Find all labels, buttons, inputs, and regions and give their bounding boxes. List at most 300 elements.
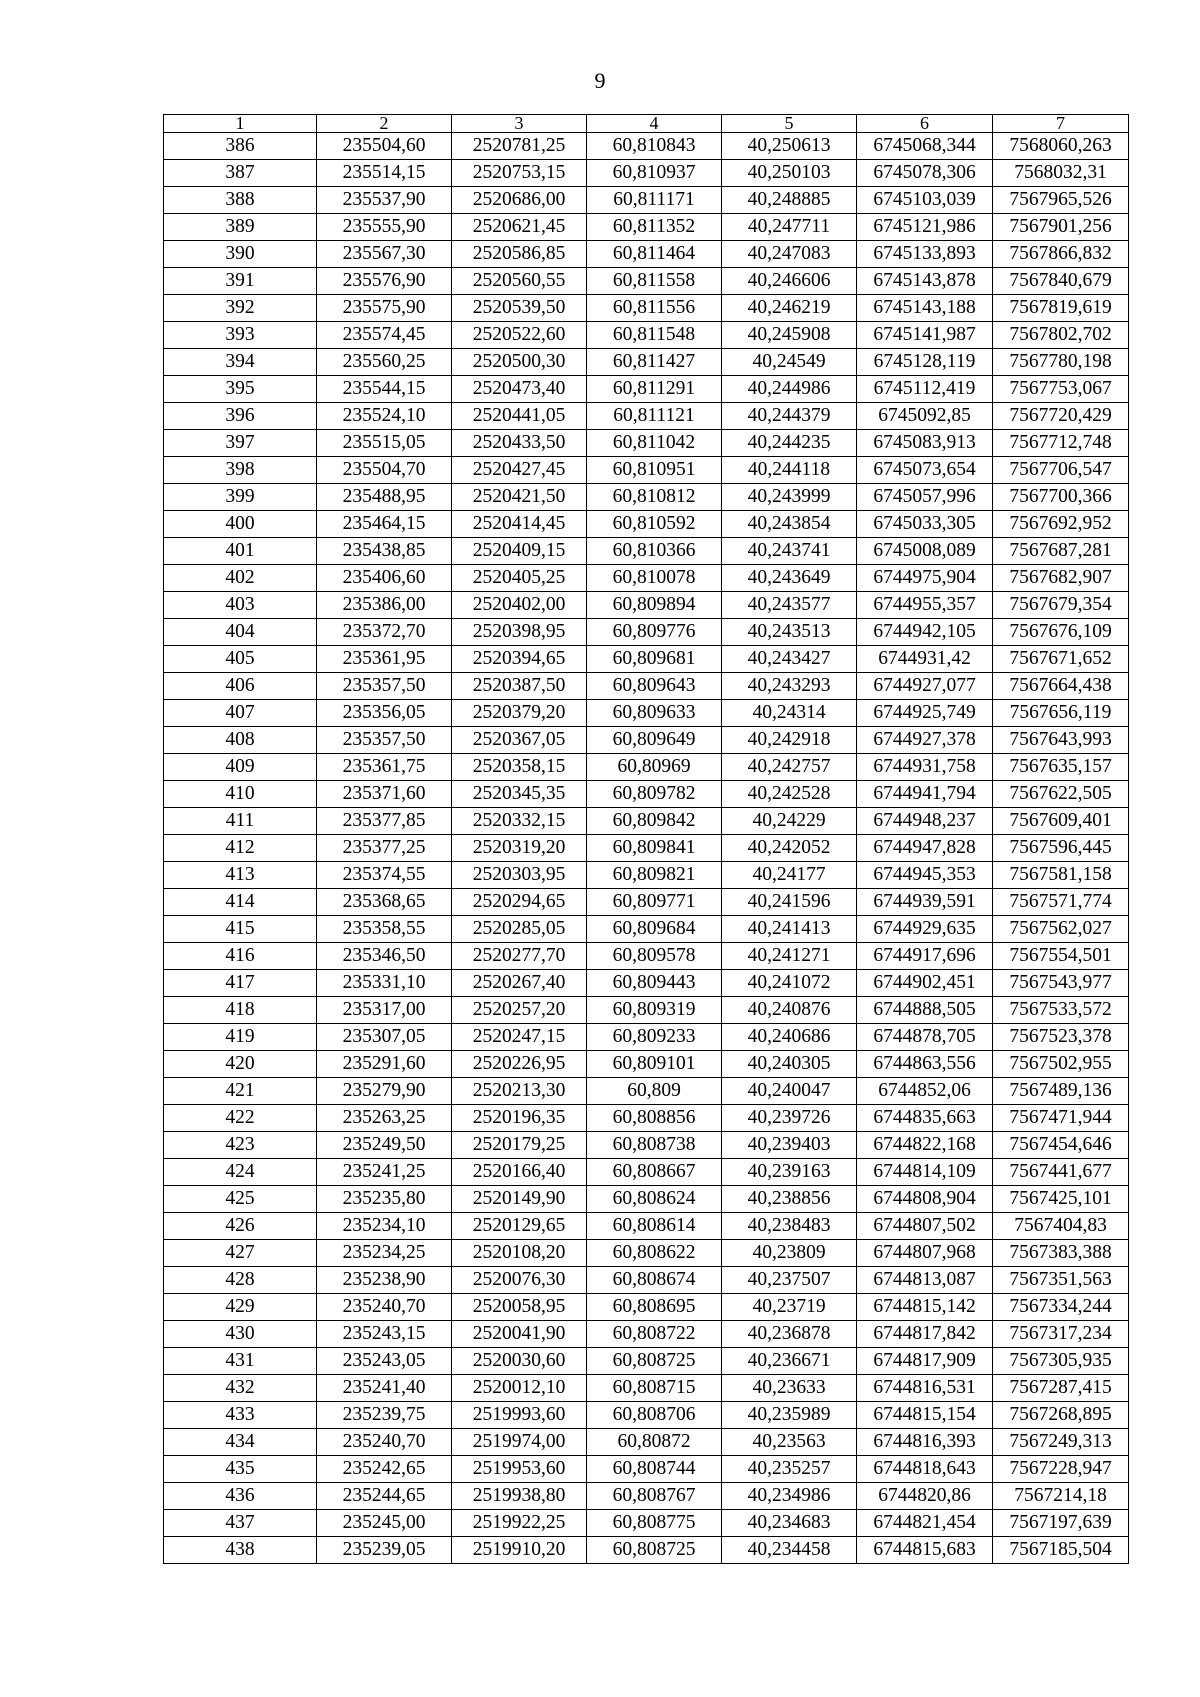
table-row xyxy=(164,511,1129,538)
latitude-cell: 60,808856 xyxy=(587,1105,722,1132)
longitude-cell: 40,23719 xyxy=(722,1294,857,1321)
x-coordinate-cell: 235361,95 xyxy=(317,646,452,673)
x-coordinate-cell: 235504,60 xyxy=(317,133,452,160)
y-coordinate-cell: 2520247,15 xyxy=(452,1024,587,1051)
longitude-cell: 40,245908 xyxy=(722,322,857,349)
longitude-cell: 40,23809 xyxy=(722,1240,857,1267)
point-number-cell: 420 xyxy=(164,1051,317,1078)
table-row xyxy=(164,295,1129,322)
latitude-cell: 60,809649 xyxy=(587,727,722,754)
table-row xyxy=(164,133,1129,160)
longitude-cell: 40,237507 xyxy=(722,1267,857,1294)
point-number-cell: 415 xyxy=(164,916,317,943)
x-coordinate-cell: 235243,15 xyxy=(317,1321,452,1348)
y-coordinate-cell: 2520522,60 xyxy=(452,322,587,349)
latitude-cell: 60,809101 xyxy=(587,1051,722,1078)
table-body xyxy=(164,133,1129,1564)
y-msk-cell: 7567965,526 xyxy=(993,187,1129,214)
point-number-cell: 406 xyxy=(164,673,317,700)
point-number-cell: 434 xyxy=(164,1429,317,1456)
latitude-cell: 60,808614 xyxy=(587,1213,722,1240)
point-number-cell: 417 xyxy=(164,970,317,997)
x-coordinate-cell: 235377,25 xyxy=(317,835,452,862)
table-row xyxy=(164,646,1129,673)
latitude-cell: 60,80969 xyxy=(587,754,722,781)
x-coordinate-cell: 235560,25 xyxy=(317,349,452,376)
point-number-cell: 392 xyxy=(164,295,317,322)
longitude-cell: 40,247083 xyxy=(722,241,857,268)
latitude-cell: 60,808622 xyxy=(587,1240,722,1267)
x-msk-cell: 6745133,893 xyxy=(857,241,993,268)
y-coordinate-cell: 2520179,25 xyxy=(452,1132,587,1159)
latitude-cell: 60,809684 xyxy=(587,916,722,943)
latitude-cell: 60,809443 xyxy=(587,970,722,997)
y-msk-cell: 7567664,438 xyxy=(993,673,1129,700)
y-msk-cell: 7567214,18 xyxy=(993,1483,1129,1510)
y-coordinate-cell: 2520294,65 xyxy=(452,889,587,916)
point-number-cell: 411 xyxy=(164,808,317,835)
x-msk-cell: 6744878,705 xyxy=(857,1024,993,1051)
x-coordinate-cell: 235239,05 xyxy=(317,1537,452,1564)
y-msk-cell: 7567249,313 xyxy=(993,1429,1129,1456)
latitude-cell: 60,80872 xyxy=(587,1429,722,1456)
latitude-cell: 60,809681 xyxy=(587,646,722,673)
latitude-cell: 60,808775 xyxy=(587,1510,722,1537)
latitude-cell: 60,808725 xyxy=(587,1348,722,1375)
x-coordinate-cell: 235356,05 xyxy=(317,700,452,727)
x-coordinate-cell: 235368,65 xyxy=(317,889,452,916)
column-header-1: 1 xyxy=(164,115,317,133)
x-msk-cell: 6744813,087 xyxy=(857,1267,993,1294)
y-msk-cell: 7567712,748 xyxy=(993,430,1129,457)
y-msk-cell: 7567901,256 xyxy=(993,214,1129,241)
point-number-cell: 419 xyxy=(164,1024,317,1051)
y-coordinate-cell: 2520387,50 xyxy=(452,673,587,700)
x-msk-cell: 6744821,454 xyxy=(857,1510,993,1537)
point-number-cell: 401 xyxy=(164,538,317,565)
point-number-cell: 390 xyxy=(164,241,317,268)
latitude-cell: 60,811558 xyxy=(587,268,722,295)
y-msk-cell: 7567609,401 xyxy=(993,808,1129,835)
point-number-cell: 438 xyxy=(164,1537,317,1564)
table-row xyxy=(164,1294,1129,1321)
table-row xyxy=(164,268,1129,295)
table-row xyxy=(164,403,1129,430)
latitude-cell: 60,810366 xyxy=(587,538,722,565)
y-msk-cell: 7567676,109 xyxy=(993,619,1129,646)
point-number-cell: 428 xyxy=(164,1267,317,1294)
y-msk-cell: 7567425,101 xyxy=(993,1186,1129,1213)
longitude-cell: 40,24314 xyxy=(722,700,857,727)
y-coordinate-cell: 2520257,20 xyxy=(452,997,587,1024)
latitude-cell: 60,809776 xyxy=(587,619,722,646)
column-header-4: 4 xyxy=(587,115,722,133)
x-msk-cell: 6744818,643 xyxy=(857,1456,993,1483)
point-number-cell: 395 xyxy=(164,376,317,403)
point-number-cell: 391 xyxy=(164,268,317,295)
y-coordinate-cell: 2520433,50 xyxy=(452,430,587,457)
y-msk-cell: 7567268,895 xyxy=(993,1402,1129,1429)
x-coordinate-cell: 235234,25 xyxy=(317,1240,452,1267)
point-number-cell: 425 xyxy=(164,1186,317,1213)
longitude-cell: 40,243577 xyxy=(722,592,857,619)
latitude-cell: 60,808695 xyxy=(587,1294,722,1321)
y-coordinate-cell: 2520196,35 xyxy=(452,1105,587,1132)
x-coordinate-cell: 235244,65 xyxy=(317,1483,452,1510)
y-coordinate-cell: 2519974,00 xyxy=(452,1429,587,1456)
longitude-cell: 40,234683 xyxy=(722,1510,857,1537)
y-coordinate-cell: 2520394,65 xyxy=(452,646,587,673)
y-coordinate-cell: 2519953,60 xyxy=(452,1456,587,1483)
longitude-cell: 40,236671 xyxy=(722,1348,857,1375)
x-msk-cell: 6745112,419 xyxy=(857,376,993,403)
table-row xyxy=(164,1402,1129,1429)
point-number-cell: 404 xyxy=(164,619,317,646)
x-coordinate-cell: 235377,85 xyxy=(317,808,452,835)
x-coordinate-cell: 235279,90 xyxy=(317,1078,452,1105)
table-row xyxy=(164,538,1129,565)
y-msk-cell: 7567596,445 xyxy=(993,835,1129,862)
x-msk-cell: 6745121,986 xyxy=(857,214,993,241)
table-header-row xyxy=(164,115,1129,133)
x-msk-cell: 6744927,077 xyxy=(857,673,993,700)
y-coordinate-cell: 2520402,00 xyxy=(452,592,587,619)
longitude-cell: 40,243741 xyxy=(722,538,857,565)
x-coordinate-cell: 235235,80 xyxy=(317,1186,452,1213)
x-coordinate-cell: 235504,70 xyxy=(317,457,452,484)
longitude-cell: 40,239403 xyxy=(722,1132,857,1159)
x-msk-cell: 6744925,749 xyxy=(857,700,993,727)
longitude-cell: 40,240876 xyxy=(722,997,857,1024)
y-coordinate-cell: 2520421,50 xyxy=(452,484,587,511)
point-number-cell: 435 xyxy=(164,1456,317,1483)
x-msk-cell: 6744929,635 xyxy=(857,916,993,943)
y-coordinate-cell: 2520398,95 xyxy=(452,619,587,646)
latitude-cell: 60,809821 xyxy=(587,862,722,889)
point-number-cell: 405 xyxy=(164,646,317,673)
x-msk-cell: 6744815,142 xyxy=(857,1294,993,1321)
x-coordinate-cell: 235406,60 xyxy=(317,565,452,592)
point-number-cell: 421 xyxy=(164,1078,317,1105)
latitude-cell: 60,810843 xyxy=(587,133,722,160)
y-msk-cell: 7567682,907 xyxy=(993,565,1129,592)
longitude-cell: 40,235989 xyxy=(722,1402,857,1429)
y-coordinate-cell: 2520277,70 xyxy=(452,943,587,970)
longitude-cell: 40,240047 xyxy=(722,1078,857,1105)
column-header-2: 2 xyxy=(317,115,452,133)
x-msk-cell: 6744947,828 xyxy=(857,835,993,862)
x-coordinate-cell: 235239,75 xyxy=(317,1402,452,1429)
longitude-cell: 40,234986 xyxy=(722,1483,857,1510)
y-msk-cell: 7567404,83 xyxy=(993,1213,1129,1240)
longitude-cell: 40,242528 xyxy=(722,781,857,808)
x-msk-cell: 6744942,105 xyxy=(857,619,993,646)
y-coordinate-cell: 2520686,00 xyxy=(452,187,587,214)
x-coordinate-cell: 235515,05 xyxy=(317,430,452,457)
x-coordinate-cell: 235317,00 xyxy=(317,997,452,1024)
latitude-cell: 60,811291 xyxy=(587,376,722,403)
y-msk-cell: 7567317,234 xyxy=(993,1321,1129,1348)
x-msk-cell: 6744927,378 xyxy=(857,727,993,754)
latitude-cell: 60,808715 xyxy=(587,1375,722,1402)
table-row xyxy=(164,1240,1129,1267)
latitude-cell: 60,808667 xyxy=(587,1159,722,1186)
longitude-cell: 40,244986 xyxy=(722,376,857,403)
point-number-cell: 412 xyxy=(164,835,317,862)
x-msk-cell: 6744975,904 xyxy=(857,565,993,592)
longitude-cell: 40,242757 xyxy=(722,754,857,781)
x-msk-cell: 6745141,987 xyxy=(857,322,993,349)
y-coordinate-cell: 2519910,20 xyxy=(452,1537,587,1564)
latitude-cell: 60,810078 xyxy=(587,565,722,592)
y-msk-cell: 7567780,198 xyxy=(993,349,1129,376)
table-row xyxy=(164,808,1129,835)
table-row xyxy=(164,160,1129,187)
x-coordinate-cell: 235358,55 xyxy=(317,916,452,943)
x-coordinate-cell: 235371,60 xyxy=(317,781,452,808)
x-coordinate-cell: 235331,10 xyxy=(317,970,452,997)
longitude-cell: 40,241413 xyxy=(722,916,857,943)
y-msk-cell: 7567656,119 xyxy=(993,700,1129,727)
x-msk-cell: 6744807,968 xyxy=(857,1240,993,1267)
x-msk-cell: 6744852,06 xyxy=(857,1078,993,1105)
y-coordinate-cell: 2520012,10 xyxy=(452,1375,587,1402)
x-coordinate-cell: 235307,05 xyxy=(317,1024,452,1051)
x-coordinate-cell: 235243,05 xyxy=(317,1348,452,1375)
y-coordinate-cell: 2520332,15 xyxy=(452,808,587,835)
table-row xyxy=(164,1429,1129,1456)
page-number: 9 xyxy=(594,68,606,93)
x-msk-cell: 6745078,306 xyxy=(857,160,993,187)
point-number-cell: 437 xyxy=(164,1510,317,1537)
y-coordinate-cell: 2520379,20 xyxy=(452,700,587,727)
point-number-cell: 403 xyxy=(164,592,317,619)
x-msk-cell: 6744945,353 xyxy=(857,862,993,889)
y-coordinate-cell: 2520319,20 xyxy=(452,835,587,862)
longitude-cell: 40,248885 xyxy=(722,187,857,214)
y-msk-cell: 7567287,415 xyxy=(993,1375,1129,1402)
x-coordinate-cell: 235374,55 xyxy=(317,862,452,889)
x-msk-cell: 6744816,531 xyxy=(857,1375,993,1402)
table-row xyxy=(164,1348,1129,1375)
table-row xyxy=(164,1105,1129,1132)
y-msk-cell: 7567753,067 xyxy=(993,376,1129,403)
x-coordinate-cell: 235263,25 xyxy=(317,1105,452,1132)
x-coordinate-cell: 235245,00 xyxy=(317,1510,452,1537)
longitude-cell: 40,241596 xyxy=(722,889,857,916)
y-coordinate-cell: 2520226,95 xyxy=(452,1051,587,1078)
table-row xyxy=(164,835,1129,862)
table-row xyxy=(164,484,1129,511)
table-row xyxy=(164,1159,1129,1186)
point-number-cell: 386 xyxy=(164,133,317,160)
latitude-cell: 60,810951 xyxy=(587,457,722,484)
y-coordinate-cell: 2520473,40 xyxy=(452,376,587,403)
latitude-cell: 60,809578 xyxy=(587,943,722,970)
latitude-cell: 60,811121 xyxy=(587,403,722,430)
y-msk-cell: 7567571,774 xyxy=(993,889,1129,916)
point-number-cell: 414 xyxy=(164,889,317,916)
y-msk-cell: 7567687,281 xyxy=(993,538,1129,565)
table-row xyxy=(164,1213,1129,1240)
table-row xyxy=(164,1132,1129,1159)
x-coordinate-cell: 235386,00 xyxy=(317,592,452,619)
table-row xyxy=(164,376,1129,403)
longitude-cell: 40,244118 xyxy=(722,457,857,484)
y-msk-cell: 7567185,504 xyxy=(993,1537,1129,1564)
table-row xyxy=(164,1186,1129,1213)
longitude-cell: 40,24549 xyxy=(722,349,857,376)
y-coordinate-cell: 2520129,65 xyxy=(452,1213,587,1240)
x-msk-cell: 6744931,42 xyxy=(857,646,993,673)
table-row xyxy=(164,889,1129,916)
x-msk-cell: 6745083,913 xyxy=(857,430,993,457)
x-coordinate-cell: 235242,65 xyxy=(317,1456,452,1483)
point-number-cell: 427 xyxy=(164,1240,317,1267)
y-coordinate-cell: 2520405,25 xyxy=(452,565,587,592)
x-msk-cell: 6745057,996 xyxy=(857,484,993,511)
point-number-cell: 389 xyxy=(164,214,317,241)
x-coordinate-cell: 235524,10 xyxy=(317,403,452,430)
longitude-cell: 40,234458 xyxy=(722,1537,857,1564)
table-row xyxy=(164,214,1129,241)
table-row xyxy=(164,1078,1129,1105)
x-msk-cell: 6744817,909 xyxy=(857,1348,993,1375)
point-number-cell: 413 xyxy=(164,862,317,889)
y-msk-cell: 7567700,366 xyxy=(993,484,1129,511)
point-number-cell: 429 xyxy=(164,1294,317,1321)
table-row xyxy=(164,943,1129,970)
point-number-cell: 423 xyxy=(164,1132,317,1159)
x-msk-cell: 6744808,904 xyxy=(857,1186,993,1213)
x-msk-cell: 6744815,154 xyxy=(857,1402,993,1429)
longitude-cell: 40,242918 xyxy=(722,727,857,754)
table-row xyxy=(164,430,1129,457)
y-coordinate-cell: 2520285,05 xyxy=(452,916,587,943)
longitude-cell: 40,241271 xyxy=(722,943,857,970)
y-msk-cell: 7568060,263 xyxy=(993,133,1129,160)
latitude-cell: 60,811042 xyxy=(587,430,722,457)
point-number-cell: 393 xyxy=(164,322,317,349)
x-msk-cell: 6744888,505 xyxy=(857,997,993,1024)
latitude-cell: 60,810812 xyxy=(587,484,722,511)
x-coordinate-cell: 235240,70 xyxy=(317,1429,452,1456)
longitude-cell: 40,243513 xyxy=(722,619,857,646)
x-msk-cell: 6744902,451 xyxy=(857,970,993,997)
longitude-cell: 40,243427 xyxy=(722,646,857,673)
x-msk-cell: 6745128,119 xyxy=(857,349,993,376)
x-coordinate-cell: 235514,15 xyxy=(317,160,452,187)
x-msk-cell: 6745073,654 xyxy=(857,457,993,484)
longitude-cell: 40,246219 xyxy=(722,295,857,322)
longitude-cell: 40,24177 xyxy=(722,862,857,889)
table-row xyxy=(164,1321,1129,1348)
latitude-cell: 60,811427 xyxy=(587,349,722,376)
column-header-5: 5 xyxy=(722,115,857,133)
column-header-3: 3 xyxy=(452,115,587,133)
point-number-cell: 418 xyxy=(164,997,317,1024)
longitude-cell: 40,23563 xyxy=(722,1429,857,1456)
y-coordinate-cell: 2520076,30 xyxy=(452,1267,587,1294)
point-number-cell: 388 xyxy=(164,187,317,214)
latitude-cell: 60,811171 xyxy=(587,187,722,214)
y-msk-cell: 7567692,952 xyxy=(993,511,1129,538)
x-msk-cell: 6744863,556 xyxy=(857,1051,993,1078)
table-row xyxy=(164,1456,1129,1483)
latitude-cell: 60,809633 xyxy=(587,700,722,727)
y-coordinate-cell: 2520781,25 xyxy=(452,133,587,160)
x-coordinate-cell: 235488,95 xyxy=(317,484,452,511)
latitude-cell: 60,808624 xyxy=(587,1186,722,1213)
x-msk-cell: 6745068,344 xyxy=(857,133,993,160)
x-coordinate-cell: 235357,50 xyxy=(317,727,452,754)
y-coordinate-cell: 2520441,05 xyxy=(452,403,587,430)
y-msk-cell: 7567819,619 xyxy=(993,295,1129,322)
table-row xyxy=(164,619,1129,646)
table-row xyxy=(164,592,1129,619)
point-number-cell: 387 xyxy=(164,160,317,187)
longitude-cell: 40,243293 xyxy=(722,673,857,700)
longitude-cell: 40,240686 xyxy=(722,1024,857,1051)
point-number-cell: 397 xyxy=(164,430,317,457)
x-msk-cell: 6744941,794 xyxy=(857,781,993,808)
x-coordinate-cell: 235574,45 xyxy=(317,322,452,349)
latitude-cell: 60,809 xyxy=(587,1078,722,1105)
y-coordinate-cell: 2520267,40 xyxy=(452,970,587,997)
y-msk-cell: 7567720,429 xyxy=(993,403,1129,430)
point-number-cell: 409 xyxy=(164,754,317,781)
point-number-cell: 400 xyxy=(164,511,317,538)
x-msk-cell: 6744816,393 xyxy=(857,1429,993,1456)
latitude-cell: 60,808674 xyxy=(587,1267,722,1294)
point-number-cell: 430 xyxy=(164,1321,317,1348)
y-msk-cell: 7567197,639 xyxy=(993,1510,1129,1537)
point-number-cell: 432 xyxy=(164,1375,317,1402)
latitude-cell: 60,809771 xyxy=(587,889,722,916)
longitude-cell: 40,250613 xyxy=(722,133,857,160)
longitude-cell: 40,244235 xyxy=(722,430,857,457)
x-msk-cell: 6745103,039 xyxy=(857,187,993,214)
x-coordinate-cell: 235361,75 xyxy=(317,754,452,781)
point-number-cell: 396 xyxy=(164,403,317,430)
x-msk-cell: 6745008,089 xyxy=(857,538,993,565)
x-coordinate-cell: 235555,90 xyxy=(317,214,452,241)
table-row xyxy=(164,754,1129,781)
y-msk-cell: 7567543,977 xyxy=(993,970,1129,997)
y-msk-cell: 7567334,244 xyxy=(993,1294,1129,1321)
latitude-cell: 60,810592 xyxy=(587,511,722,538)
x-msk-cell: 6745092,85 xyxy=(857,403,993,430)
point-number-cell: 416 xyxy=(164,943,317,970)
table-row xyxy=(164,1375,1129,1402)
x-coordinate-cell: 235576,90 xyxy=(317,268,452,295)
point-number-cell: 407 xyxy=(164,700,317,727)
y-msk-cell: 7567581,158 xyxy=(993,862,1129,889)
y-coordinate-cell: 2520539,50 xyxy=(452,295,587,322)
x-coordinate-cell: 235291,60 xyxy=(317,1051,452,1078)
table-row xyxy=(164,673,1129,700)
x-msk-cell: 6745143,188 xyxy=(857,295,993,322)
point-number-cell: 408 xyxy=(164,727,317,754)
y-coordinate-cell: 2520303,95 xyxy=(452,862,587,889)
y-msk-cell: 7567533,572 xyxy=(993,997,1129,1024)
x-coordinate-cell: 235438,85 xyxy=(317,538,452,565)
y-coordinate-cell: 2520414,45 xyxy=(452,511,587,538)
y-msk-cell: 7567840,679 xyxy=(993,268,1129,295)
latitude-cell: 60,811556 xyxy=(587,295,722,322)
x-msk-cell: 6744820,86 xyxy=(857,1483,993,1510)
y-msk-cell: 7567351,563 xyxy=(993,1267,1129,1294)
